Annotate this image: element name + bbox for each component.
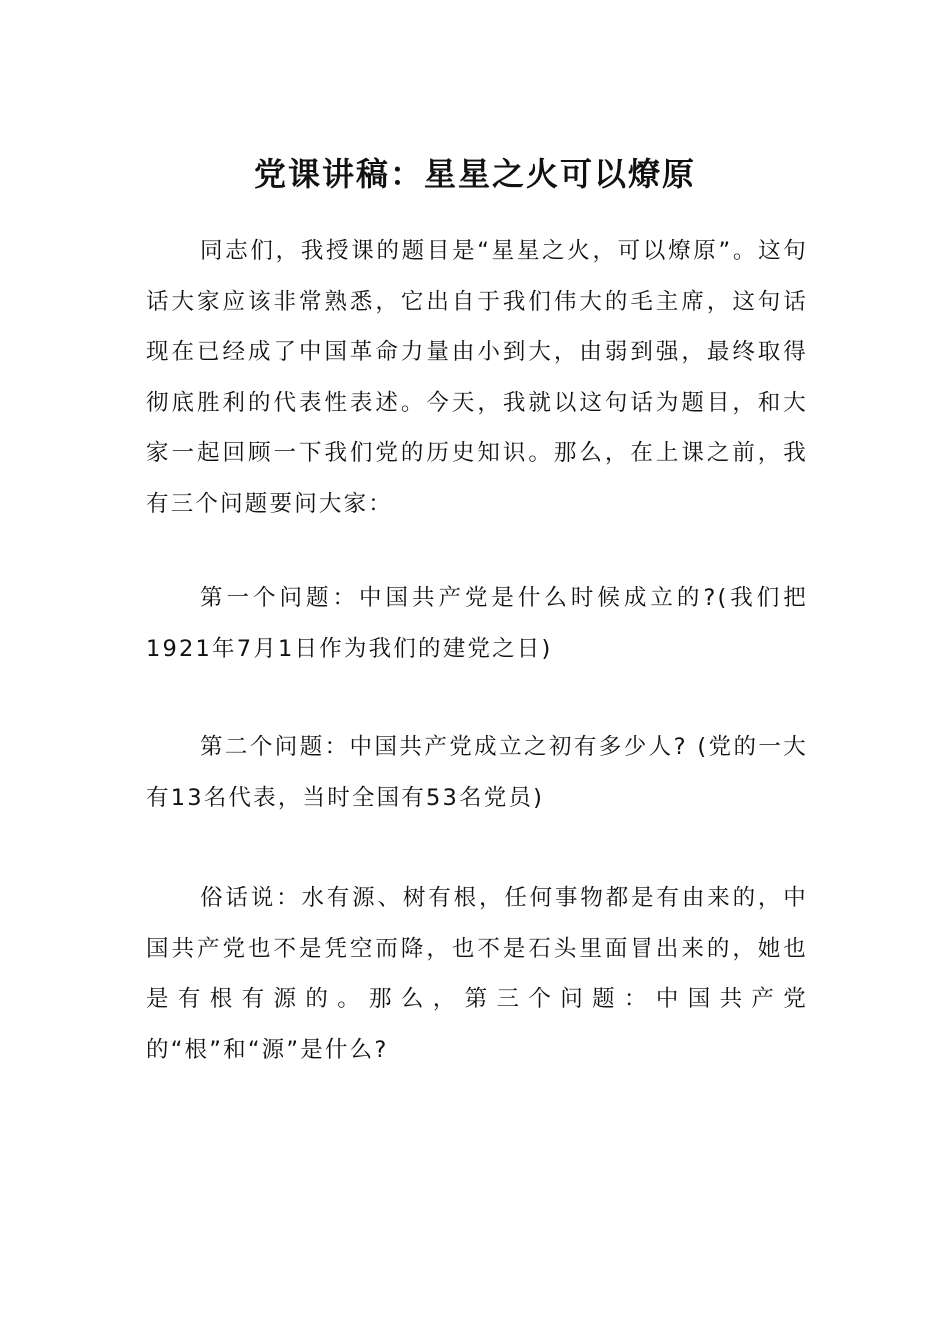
document-title: 党课讲稿：星星之火可以燎原 — [253, 155, 696, 194]
paragraph-question-one: 第一个问题：中国共产党是什么时候成立的?(我们把1921年7月1日作为我们的建党之日) — [146, 585, 808, 662]
paragraph-intro: 同志们，我授课的题目是“星星之火，可以燎原”。这句话大家应该非常熟悉，它出自于我们伟大的毛主席，这句话现在已经成了中国革命力量由小到大，由弱到强，最终取得彻底胜利的代表性表述。今天，我就以这句话为题目，和大家一起回顾一下我们党的历史知识。那么，在上课之前，我有三个问题要问大家： — [146, 238, 808, 517]
paragraph-question-two: 第二个问题：中国共产党成立之初有多少人? (党的一大有13名代表，当时全国有53名党员) — [146, 734, 808, 811]
paragraph-question-three: 俗话说：水有源、树有根，任何事物都是有由来的，中国共产党也不是凭空而降，也不是石头里面冒出来的，她也是有根有源的。那么，第三个问题：中国共产党的“根”和“源”是什么? — [146, 885, 808, 1063]
